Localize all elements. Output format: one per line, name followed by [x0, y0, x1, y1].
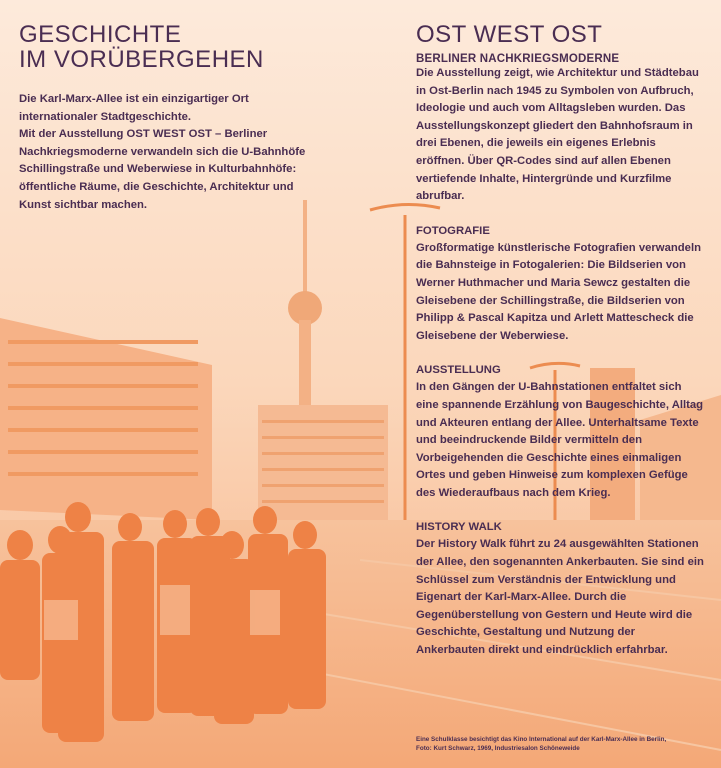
right-title: OST WEST OST: [416, 21, 603, 48]
section-heading-fotografie: FOTOGRAFIE: [416, 224, 490, 237]
section-heading-ausstellung: AUSSTELLUNG: [416, 364, 501, 377]
left-intro: [19, 91, 319, 214]
left-title: GESCHICHTE IM VORÜBERGEHEN: [19, 21, 264, 73]
right-subtitle: BERLINER NACHKRIEGSMODERNE: [416, 53, 620, 65]
section-text-fotografie: Großformatige künstlerische Fotografien verwandeln die Bahnsteige in Fotogalerien: Die Bildserien von Werner Huthmacher und Maria Sewcz gestalten die Gleisebene der Schillingstraße, die Bildserien von Philipp & Pascal Kapitza und Arlett Mattescheck die Gleisebene der Weberwiese.: [416, 241, 701, 342]
caption-line-2: Foto: Kurt Schwarz, 1969, Industriesalon Schöneweide: [416, 744, 580, 752]
right-column: [416, 22, 706, 660]
section-text-history-walk: Der History Walk führt zu 24 ausgewählten Stationen der Allee, den sogenannten Ankerbauten. Sie sind ein Schlüssel zum Verständnis der Entwicklung und Eigenart der Karl-Marx-Allee. Durch die Gegenüberstellung von Gestern und Heute wird die Geschichte, Gestaltung und Nutzung der Ankerbauten direkt und eindrücklich erfahrbar.: [416, 538, 704, 657]
middle-building: [258, 405, 388, 520]
section-text-ausstellung: In den Gängen der U-Bahnstationen entfaltet sich eine spannende Erzählung von Baugeschichte, Alltag und Akteuren entlang der Allee. Unterhaltsame Texte und beeindruckende Bilder vermitteln den Vorbeigehenden die Geschichte eines einmaligen Ortes und geben Hinweise zum komplexen Gefüge des Wiederaufbaus nach dem Krieg.: [416, 381, 704, 499]
photo-caption: [416, 736, 716, 753]
right-intro: Die Ausstellung zeigt, wie Architektur und Städtebau in Ost-Berlin nach 1945 zu Symbolen von Aufbruch, Ideologie und auch vom Alltagsleben wurden. Das Ausstellungskonzept gliedert den Bahnhofsraum in drei Ebenen, die jeweils ein eigenes Erlebnis eröffnen. Über QR-Codes sind auf allen Ebenen vertiefende Inhalte, Hintergründe und Kurzfilme abrufbar.: [416, 67, 699, 203]
left-column: [19, 22, 319, 214]
caption-line-1: Eine Schulklasse besichtigt das Kino International auf der Karl-Marx-Allee in Berlin,: [416, 736, 667, 743]
left-paragraph: Mit der Ausstellung OST WEST OST – Berliner Nachkriegsmoderne verwandeln sich die U-Bahnhöfe Schillingstraße und Weberwiese in Kulturbahnhöfe: öffentliche Räume, die Geschichte, Architektur und Kunst sichtbar machen.: [19, 128, 306, 211]
section-heading-history-walk: HISTORY WALK: [416, 521, 502, 534]
left-paragraph: Die Karl-Marx-Allee ist ein einzigartiger Ort internationaler Stadtgeschichte.: [19, 93, 249, 123]
